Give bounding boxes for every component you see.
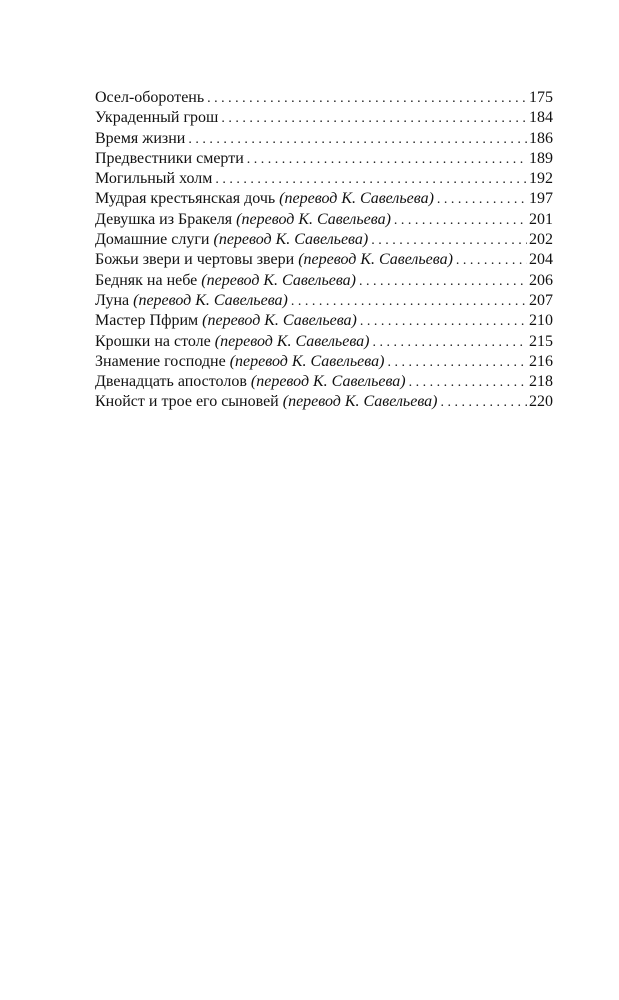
entry-page-number: 175: [529, 89, 553, 106]
dot-leader: [394, 211, 527, 231]
dot-leader: [207, 89, 527, 109]
entry-page-number: 189: [529, 149, 553, 167]
dot-leader: [387, 353, 527, 373]
entry-translator-note: (перевод К. Савельева): [213, 231, 369, 249]
dot-leader: [360, 312, 527, 332]
dot-leader: [456, 251, 527, 271]
toc-entry: [95, 392, 553, 412]
toc-entry: [95, 169, 553, 189]
entry-translator-note: (перевод К. Савельева): [282, 393, 438, 411]
dot-leader: [188, 130, 527, 150]
dot-leader: [409, 373, 527, 393]
entry-title: Крошки на столе: [95, 332, 211, 350]
toc-entry: [95, 250, 553, 270]
entry-title: Украденный грош: [95, 109, 219, 127]
toc-entry: [95, 372, 553, 392]
toc-entry: [95, 311, 553, 331]
entry-page-number: 210: [529, 312, 553, 330]
entry-translator-note: (перевод К. Савельева): [236, 210, 391, 228]
entry-title: Девушка из Бракеля: [95, 210, 233, 228]
entry-page-number: 220: [529, 393, 553, 411]
toc-entry: [95, 149, 553, 169]
entry-page-number: 201: [529, 210, 553, 228]
entry-page-number: 215: [529, 332, 553, 350]
dot-leader: [371, 231, 527, 251]
entry-page-number: 206: [529, 271, 553, 289]
entry-translator-note: (перевод К. Савельева): [250, 373, 406, 391]
toc-entry: [95, 210, 553, 230]
toc-entry: [95, 291, 553, 311]
dot-leader: [291, 292, 527, 312]
toc-entry: [95, 108, 553, 128]
entry-title: Мастер Пфрим: [95, 312, 199, 330]
dot-leader: [372, 333, 527, 353]
entry-title: Могильный холм: [95, 170, 213, 188]
entry-translator-note: (перевод К. Савельева): [201, 271, 357, 289]
entry-translator-note: (перевод К. Савельева): [229, 352, 385, 370]
toc-entry: [95, 332, 553, 352]
entry-title: Знамение господне: [95, 352, 226, 370]
entry-page-number: 192: [529, 170, 553, 188]
entry-translator-note: (перевод К. Савельева): [202, 312, 357, 330]
dot-leader: [440, 393, 527, 413]
entry-title: Предвестники смерти: [95, 149, 244, 167]
entry-page-number: 216: [529, 352, 553, 370]
entry-title: Мудрая крестьянская дочь: [95, 190, 276, 208]
entry-page-number: 202: [529, 231, 553, 249]
entry-translator-note: (перевод К. Савельева): [133, 291, 288, 309]
entry-translator-note: (перевод К. Савельева): [298, 251, 453, 269]
entry-title: Луна: [95, 291, 130, 309]
entry-title: Двенадцать апостолов: [95, 373, 247, 391]
toc-entry: [95, 129, 553, 149]
entry-page-number: 186: [529, 129, 553, 147]
entry-title: Бедняк на небе: [95, 271, 198, 289]
entry-title: Время жизни: [95, 129, 186, 147]
entry-page-number: 207: [529, 291, 553, 309]
toc-entry: [95, 230, 553, 250]
dot-leader: [437, 190, 527, 210]
table-of-contents: [95, 88, 553, 413]
entry-page-number: 204: [529, 251, 553, 269]
entry-title: Божьи звери и чертовы звери: [95, 251, 295, 269]
entry-page-number: 197: [529, 190, 553, 208]
dot-leader: [359, 272, 527, 292]
entry-title: Осел-оборотень: [95, 89, 205, 106]
entry-page-number: 184: [529, 109, 553, 127]
dot-leader: [215, 170, 527, 190]
toc-entry: [95, 88, 553, 108]
toc-entry: [95, 271, 553, 291]
entry-translator-note: (перевод К. Савельева): [214, 332, 370, 350]
entry-page-number: 218: [529, 373, 553, 391]
entry-title: Домашние слуги: [95, 231, 210, 249]
entry-title: Кнойст и трое его сыновей: [95, 393, 279, 411]
toc-entry: [95, 352, 553, 372]
entry-translator-note: (перевод К. Савельева): [279, 190, 434, 208]
dot-leader: [247, 150, 527, 170]
dot-leader: [221, 109, 527, 129]
toc-entry: [95, 189, 553, 209]
